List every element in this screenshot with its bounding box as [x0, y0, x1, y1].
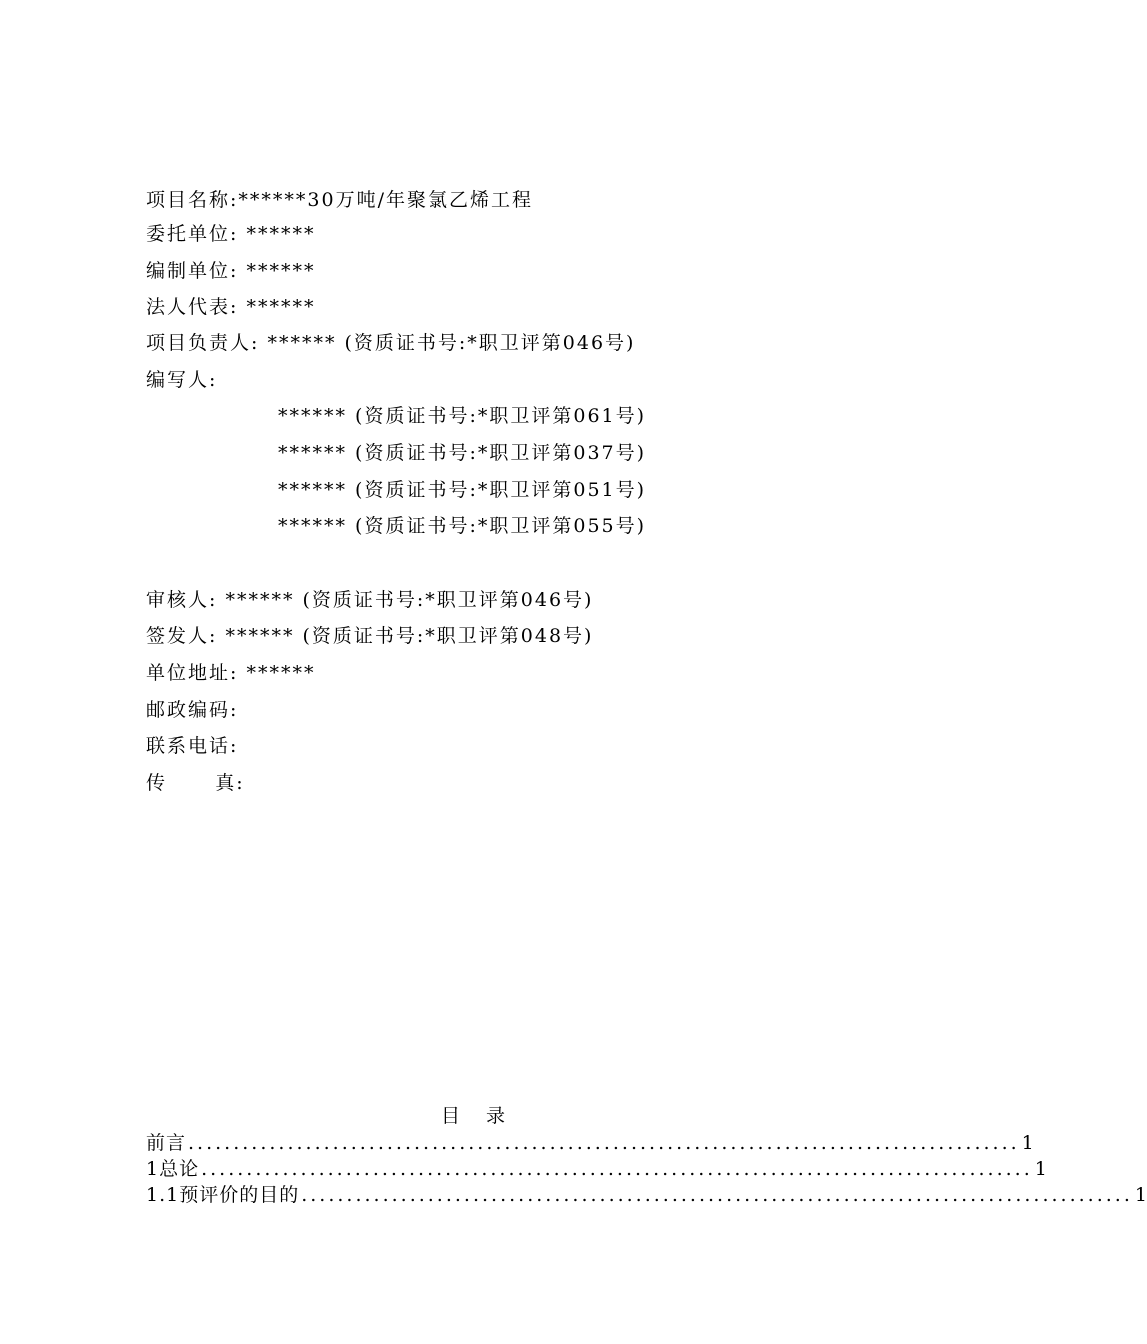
writers-label: 编写人:: [146, 369, 218, 391]
toc-title-part: 录: [486, 1105, 510, 1127]
phone-line: 联系电话:: [146, 735, 239, 757]
toc-entry-page: 1: [1134, 1184, 1147, 1206]
toc-title-part: 目: [440, 1105, 464, 1127]
toc-leader-dots: ............................................................................................: [188, 1132, 1020, 1154]
toc-entry-label: 1.1预评价的目的: [146, 1184, 300, 1206]
writer-line: ****** (资质证书号:*职卫评第037号): [278, 442, 647, 464]
address-line: 单位地址: ******: [146, 662, 316, 684]
toc-entry-page: 1: [1034, 1158, 1047, 1180]
client-line: 委托单位: ******: [146, 223, 316, 245]
compiler-line: 编制单位: ******: [146, 260, 316, 282]
toc-title: [0, 1104, 950, 1128]
toc-entry[interactable]: [146, 1157, 1047, 1181]
issuer-line: 签发人: ****** (资质证书号:*职卫评第048号): [146, 625, 594, 647]
fax-line: 传 真:: [146, 772, 245, 794]
writer-line: ****** (资质证书号:*职卫评第051号): [278, 479, 647, 501]
writer-line: ****** (资质证书号:*职卫评第055号): [278, 515, 647, 537]
writer-line: ****** (资质证书号:*职卫评第061号): [278, 405, 647, 427]
toc-entry[interactable]: [146, 1131, 1034, 1155]
legal-rep-line: 法人代表: ******: [146, 296, 316, 318]
reviewer-line: 审核人: ****** (资质证书号:*职卫评第046号): [146, 589, 594, 611]
postcode-line: 邮政编码:: [146, 699, 239, 721]
toc-entry[interactable]: [146, 1183, 1147, 1207]
toc-leader-dots: ............................................................................................: [301, 1184, 1133, 1206]
toc-entry-label: 前言: [146, 1132, 187, 1154]
project-lead-line: 项目负责人: ****** (资质证书号:*职卫评第046号): [146, 332, 636, 354]
toc-entry-label: 1总论: [146, 1158, 200, 1180]
project-name-line: 项目名称:******30万吨/年聚氯乙烯工程: [146, 189, 533, 211]
toc-entry-page: 1: [1021, 1132, 1034, 1154]
toc-leader-dots: ............................................................................................: [201, 1158, 1033, 1180]
